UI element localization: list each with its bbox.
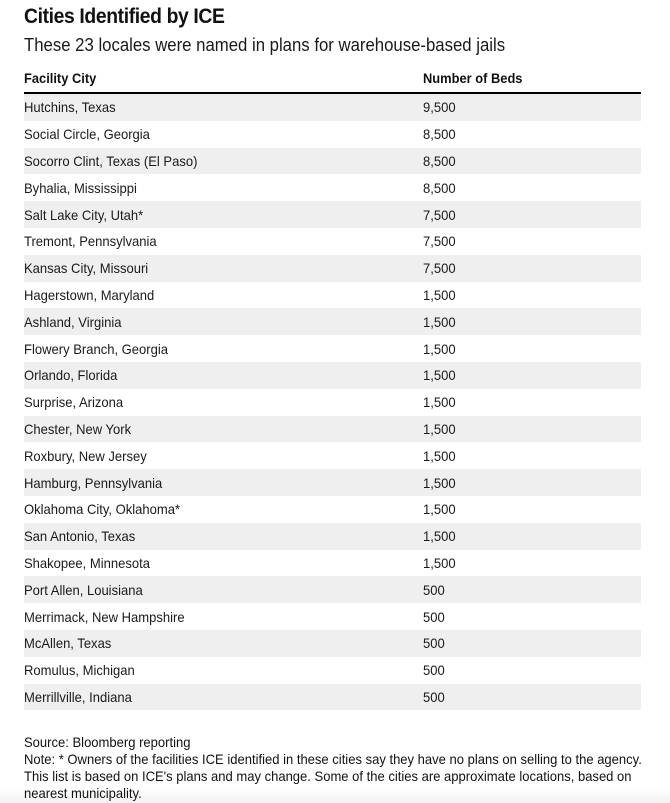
cell-beds <box>423 469 641 496</box>
chart-title: Cities Identified by ICE <box>24 5 225 28</box>
cell-beds <box>423 576 641 603</box>
bed-count: 7,500 <box>423 233 456 250</box>
bed-count: 1,500 <box>423 474 456 491</box>
note-text: Note: * Owners of the facilities ICE identified in these cities say they have no plans on selling to the agency. This list is based on ICE's plans and may change. Some of the cities are approximate locations, based on nearest municipality. <box>24 751 642 802</box>
table-row <box>24 93 641 121</box>
cell-beds <box>423 308 641 335</box>
city-name: McAllen, Texas <box>24 635 112 652</box>
cell-city <box>24 576 423 603</box>
bed-count: 1,500 <box>423 528 456 545</box>
city-name: Roxbury, New Jersey <box>24 447 147 464</box>
city-name: Port Allen, Louisiana <box>24 581 143 598</box>
cell-city <box>24 308 423 335</box>
cell-city <box>24 228 423 255</box>
cell-beds <box>423 523 641 550</box>
city-name: Socorro Clint, Texas (El Paso) <box>24 152 198 169</box>
table-row <box>24 389 641 416</box>
bed-count: 500 <box>423 688 445 705</box>
cell-beds <box>423 684 641 711</box>
cell-beds <box>423 255 641 282</box>
city-name: Salt Lake City, Utah* <box>24 206 144 223</box>
bed-count: 1,500 <box>423 367 456 384</box>
cell-beds <box>423 228 641 255</box>
cell-city <box>24 469 423 496</box>
table-row <box>24 255 641 282</box>
city-name: Hagerstown, Maryland <box>24 286 155 303</box>
cell-beds <box>423 282 641 309</box>
city-name: Kansas City, Missouri <box>24 260 149 277</box>
cell-beds <box>423 442 641 469</box>
table-row <box>24 174 641 201</box>
city-name: Merrillville, Indiana <box>24 688 132 705</box>
cell-beds <box>423 93 641 121</box>
cell-city <box>24 442 423 469</box>
city-name: Surprise, Arizona <box>24 394 124 411</box>
source-text: Source: Bloomberg reporting <box>24 734 191 751</box>
city-name: Shakopee, Minnesota <box>24 554 150 571</box>
cell-beds <box>423 148 641 175</box>
city-name: Hamburg, Pennsylvania <box>24 474 163 491</box>
city-name: Romulus, Michigan <box>24 662 135 679</box>
bed-count: 8,500 <box>423 126 456 143</box>
bed-count: 1,500 <box>423 394 456 411</box>
bed-count: 1,500 <box>423 447 456 464</box>
cell-beds <box>423 630 641 657</box>
cell-city <box>24 389 423 416</box>
table-row <box>24 630 641 657</box>
cell-city <box>24 523 423 550</box>
cell-beds <box>423 335 641 362</box>
bed-count: 1,500 <box>423 554 456 571</box>
cell-city <box>24 93 423 121</box>
bed-count: 500 <box>423 581 445 598</box>
table-row <box>24 282 641 309</box>
bed-count: 7,500 <box>423 260 456 277</box>
bed-count: 1,500 <box>423 286 456 303</box>
cell-beds <box>423 416 641 443</box>
bed-count: 1,500 <box>423 501 456 518</box>
bed-count: 1,500 <box>423 340 456 357</box>
city-name: Oklahoma City, Oklahoma* <box>24 501 181 518</box>
city-name: San Antonio, Texas <box>24 528 136 545</box>
city-name: Ashland, Virginia <box>24 313 122 330</box>
city-name: Social Circle, Georgia <box>24 126 150 143</box>
cell-city <box>24 550 423 577</box>
chart-footer <box>24 734 664 802</box>
city-name: Hutchins, Texas <box>24 99 116 116</box>
table-row <box>24 308 641 335</box>
table-row <box>24 550 641 577</box>
table-header-row <box>24 70 641 93</box>
cell-city <box>24 496 423 523</box>
cell-city <box>24 684 423 711</box>
city-name: Chester, New York <box>24 420 132 437</box>
table-row <box>24 496 641 523</box>
table-row <box>24 657 641 684</box>
cell-city <box>24 630 423 657</box>
cell-city <box>24 121 423 148</box>
cell-beds <box>423 174 641 201</box>
cell-city <box>24 174 423 201</box>
cell-beds <box>423 362 641 389</box>
cell-city <box>24 148 423 175</box>
city-name: Byhalia, Mississippi <box>24 179 137 196</box>
cell-city <box>24 603 423 630</box>
chart-subtitle: These 23 locales were named in plans for warehouse-based jails <box>24 35 506 55</box>
column-header-city-label: Facility City <box>24 70 97 86</box>
table-row <box>24 201 641 228</box>
city-name: Orlando, Florida <box>24 367 118 384</box>
column-header-beds <box>423 70 641 93</box>
cell-city <box>24 362 423 389</box>
cell-beds <box>423 603 641 630</box>
bed-count: 500 <box>423 662 445 679</box>
cell-city <box>24 255 423 282</box>
city-name: Flowery Branch, Georgia <box>24 340 169 357</box>
cell-city <box>24 657 423 684</box>
table-row <box>24 335 641 362</box>
table-row <box>24 228 641 255</box>
table-row <box>24 148 641 175</box>
table-row <box>24 121 641 148</box>
cell-beds <box>423 496 641 523</box>
table-row <box>24 576 641 603</box>
bed-count: 500 <box>423 635 445 652</box>
bed-count: 7,500 <box>423 206 456 223</box>
bed-count: 8,500 <box>423 152 456 169</box>
bed-count: 8,500 <box>423 179 456 196</box>
table-body <box>24 93 641 710</box>
table-row <box>24 442 641 469</box>
column-header-city <box>24 70 423 93</box>
column-header-beds-label: Number of Beds <box>423 70 523 86</box>
cell-beds <box>423 201 641 228</box>
table-row <box>24 469 641 496</box>
table-row <box>24 416 641 443</box>
cell-city <box>24 416 423 443</box>
cell-city <box>24 201 423 228</box>
bed-count: 1,500 <box>423 313 456 330</box>
table-row <box>24 523 641 550</box>
table-row <box>24 603 641 630</box>
cell-beds <box>423 121 641 148</box>
cell-city <box>24 335 423 362</box>
city-name: Tremont, Pennsylvania <box>24 233 157 250</box>
table-row <box>24 362 641 389</box>
cities-table <box>24 70 641 710</box>
cell-beds <box>423 550 641 577</box>
bed-count: 500 <box>423 608 445 625</box>
table-row <box>24 684 641 711</box>
cell-city <box>24 282 423 309</box>
cell-beds <box>423 389 641 416</box>
bed-count: 1,500 <box>423 420 456 437</box>
bed-count: 9,500 <box>423 99 456 116</box>
chart-container <box>24 0 641 802</box>
city-name: Merrimack, New Hampshire <box>24 608 185 625</box>
cell-beds <box>423 657 641 684</box>
